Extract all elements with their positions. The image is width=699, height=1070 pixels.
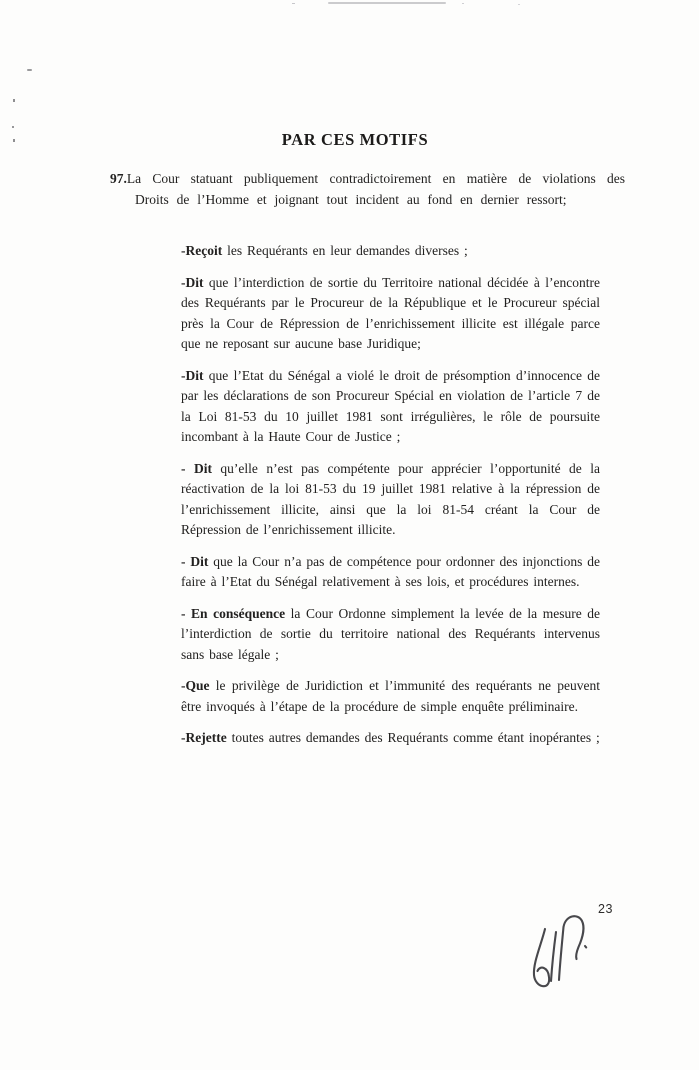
clause-lead: - Dit [181,553,209,569]
section-heading: PAR CES MOTIFS [281,130,429,149]
scan-speck [292,3,295,4]
clause-en-consequence [181,604,600,666]
paragraph-text: La Cour statuant publiquement contradictoirement en matière de violations des Droits de l’Homme et joignant tout incident au fond en dernier ressort; [126,171,625,207]
clause-text: les Requérants en leur demandes diverses ; [222,243,468,258]
clause-text: toutes autres demandes des Requérants comme étant inopérantes ; [226,730,600,745]
clause-text: que l’interdiction de sortie du Territoire national décidée à l’encontre des Requérants par le Procureur de la République et le Procureur spécial près la Cour de Répression de l’enrichissement illicite est illégale parce que ne reposant sur aucune base Juridique; [181,274,600,351]
paragraph-number: 97. [110,171,127,186]
clause-list [181,241,600,760]
clause-lead: -Reçoit [181,243,223,258]
scan-speck [13,139,15,142]
scan-streak-artifact [328,2,446,4]
clause-text: que la Cour n’a pas de compétence pour ordonner des injonctions de faire à l’Etat du Sénégal relativement à ses lois, et procédures internes. [181,553,600,589]
paragraph-97 [110,169,625,210]
clause-que-privilege [181,676,600,717]
clause-lead: -Dit [181,367,204,383]
scan-speck [12,126,14,128]
clause-dit-competence-loi [181,459,600,541]
clause-lead: - Dit [181,460,212,476]
scan-speck [27,69,32,71]
clause-recoit [181,241,600,262]
page-number: 23 [598,902,613,916]
clause-lead: -Dit [181,274,204,290]
clause-lead: - En conséquence [181,605,286,621]
clause-text: qu’elle n’est pas compétente pour apprécier l’opportunité de la réactivation de la loi 81-53 du 19 juillet 1981 relative à la répression de l’enrichissement illicite, ainsi que la loi 81-54 créant la Cour de Répression de l’enrichissement illicite. [181,460,600,537]
clause-lead: -Que [181,678,210,693]
scan-speck [462,3,464,4]
clause-text: la Cour Ordonne simplement la levée de la mesure de l’interdiction de sortie du territoire national des Requérants intervenus sans base légale ; [181,605,600,662]
scan-speck [518,4,520,5]
clause-text: que l’Etat du Sénégal a violé le droit de présomption d’innocence de par les déclarations de son Procureur Spécial en violation de l’article 7 de la Loi 81-53 du 10 juillet 1981 sont irrégulières, le rôle de poursuite incombant à la Haute Cour de Justice ; [181,367,600,444]
clause-dit-injonctions [181,552,600,593]
clause-text: le privilège de Juridiction et l’immunité des requérants ne peuvent être invoqués à l’étape de la procédure de simple enquête préliminaire. [181,678,600,714]
clause-rejette [181,728,600,749]
signature-icon [521,911,593,999]
clause-lead: -Rejette [181,730,227,745]
clause-dit-interdiction [181,273,600,355]
clause-dit-presomption [181,366,600,448]
scan-speck [13,99,15,102]
